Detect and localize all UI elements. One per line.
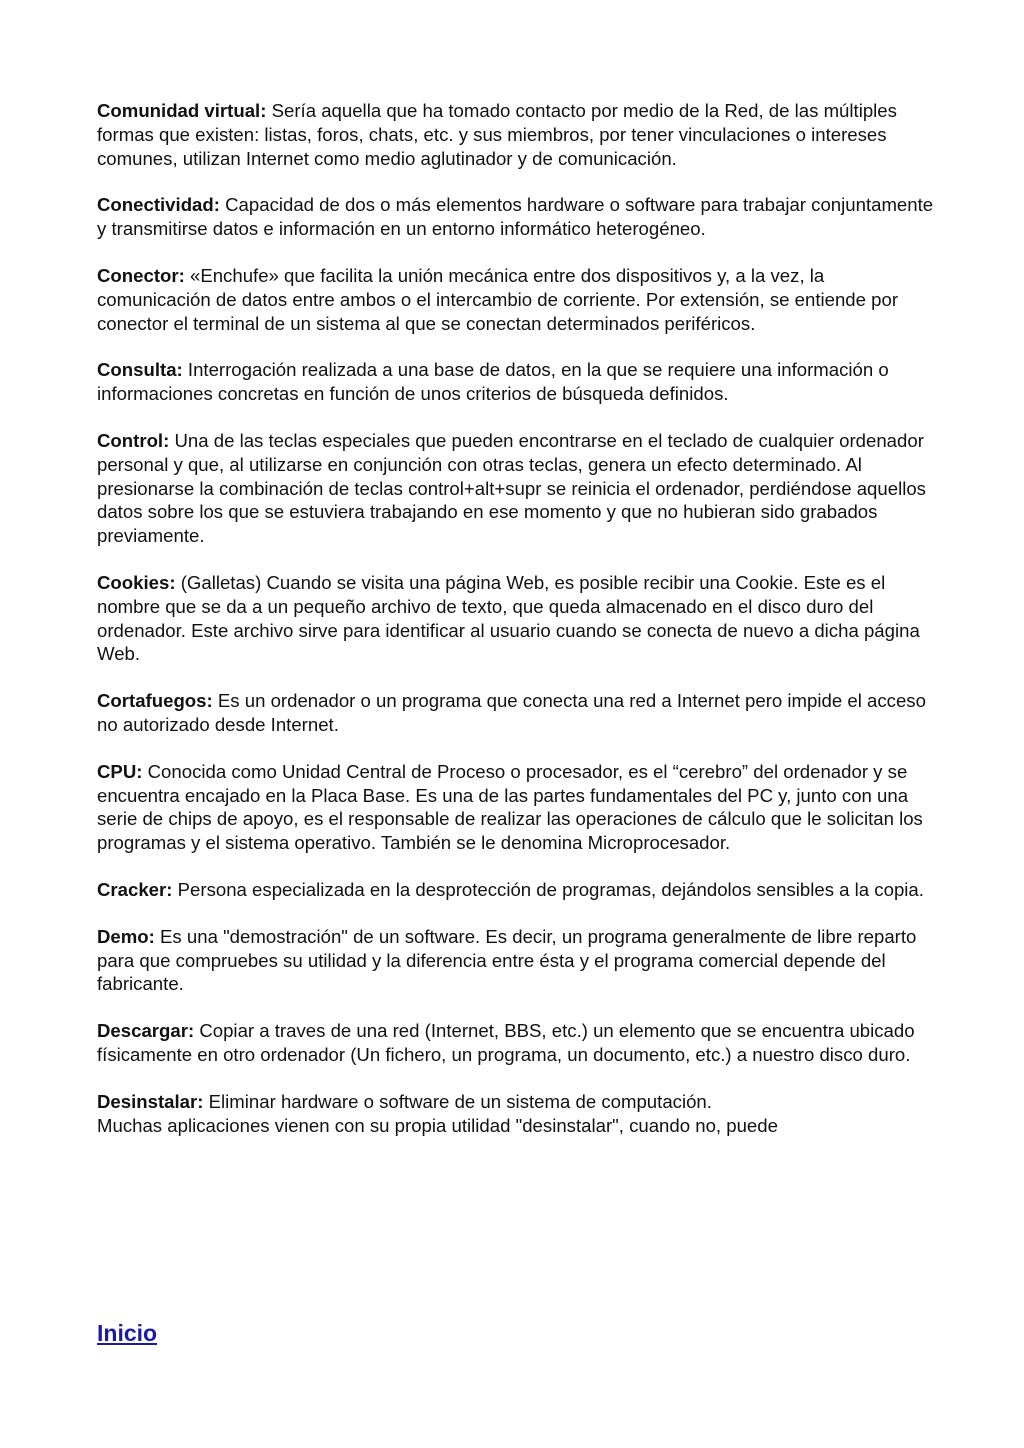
glossary-page (97, 99, 937, 1160)
glossary-entry-demo (97, 925, 937, 996)
entry-term: CPU: (97, 760, 143, 782)
entry-definition: Es una "demostración" de un software. Es decir, un programa generalmente de libre reparto para que compruebes su utilidad y la diferencia entre ésta y el programa comercial depende del fabricante. (97, 925, 917, 995)
entry-term: Demo: (97, 925, 155, 947)
inicio-link[interactable]: Inicio (97, 1320, 158, 1346)
entry-definition: (Galletas) Cuando se visita una página Web, es posible recibir una Cookie. Este es el nombre que se da a un pequeño archivo de texto, que queda almacenado en el disco duro del ordenador. Este archivo sirve para identificar al usuario cuando se conecta de nuevo a dicha página Web. (97, 571, 920, 665)
entry-definition: Eliminar hardware o software de un sistema de computación. (203, 1090, 712, 1112)
entry-term: Desinstalar: (97, 1090, 204, 1112)
entry-term: Conector: (97, 264, 185, 286)
glossary-entry-cookies (97, 571, 937, 666)
entry-definition: Persona especializada en la desprotección de programas, dejándolos sensibles a la copia. (172, 878, 924, 900)
entry-term: Control: (97, 429, 170, 451)
entry-term: Cracker: (97, 878, 173, 900)
entry-definition: Sería aquella que ha tomado contacto por medio de la Red, de las múltiples formas que existen: listas, foros, chats, etc. y sus miembros, por tener vinculaciones o intereses comunes, utilizan Internet como medio aglutinador y de comunicación. (97, 100, 897, 169)
entry-definition: Una de las teclas especiales que pueden encontrarse en el teclado de cualquier ordenador personal y que, al utilizarse en conjunción con otras teclas, genera un efecto determinado. Al presionarse la combinación de teclas control+alt+supr se reinicia el ordenador, perdiéndose aquellos datos sobre los que se estuviera trabajando en ese momento y que no hubieran sido grabados previamente. (97, 429, 926, 547)
entry-term: Cookies: (97, 571, 176, 593)
glossary-entry-comunidad-virtual (97, 99, 937, 170)
entry-term: Consulta: (97, 359, 183, 381)
glossary-entry-consulta (97, 358, 937, 406)
glossary-entry-control (97, 429, 937, 548)
entry-term: Comunidad virtual: (97, 100, 267, 121)
entry-definition: Conocida como Unidad Central de Proceso o procesador, es el “cerebro” del ordenador y se encuentra encajado en la Placa Base. Es una de las partes fundamentales del PC y, junto con una serie de chips de apoyo, es el responsable de realizar las operaciones de cálculo que le solicitan los programas y el sistema operativo. También se le denomina Microprocesador. (97, 760, 923, 854)
entry-definition: «Enchufe» que facilita la unión mecánica entre dos dispositivos y, a la vez, la comunicación de datos entre ambos o el intercambio de corriente. Por extensión, se entiende por conector el terminal de un sistema al que se conectan determinados periféricos. (97, 264, 899, 334)
glossary-entry-desinstalar (97, 1090, 937, 1138)
entry-definition: Es un ordenador o un programa que conecta una red a Internet pero impide el acceso no autorizado desde Internet. (97, 690, 926, 735)
glossary-entry-cpu (97, 760, 937, 855)
glossary-entry-cracker (97, 878, 937, 902)
glossary-entry-descargar (97, 1019, 937, 1067)
glossary-entry-cortafuegos (97, 689, 937, 737)
entry-definition-continuation: Muchas aplicaciones vienen con su propia utilidad "desinstalar", cuando no, puede (97, 1114, 778, 1136)
glossary-entry-conectividad (97, 193, 937, 241)
glossary-entry-conector (97, 264, 937, 335)
entry-definition: Copiar a traves de una red (Internet, BBS, etc.) un elemento que se encuentra ubicado físicamente en otro ordenador (Un fichero, un programa, un documento, etc.) a nuestro disco duro. (97, 1020, 915, 1065)
entry-definition: Interrogación realizada a una base de datos, en la que se requiere una información o informaciones concretas en función de unos criterios de búsqueda definidos. (97, 359, 889, 405)
entry-term: Cortafuegos: (97, 690, 213, 712)
entry-term: Descargar: (97, 1020, 195, 1042)
entry-definition: Capacidad de dos o más elementos hardware o software para trabajar conjuntamente y transmitirse datos e información en un entorno informático heterogéneo. (97, 194, 934, 240)
entry-term: Conectividad: (97, 194, 220, 216)
